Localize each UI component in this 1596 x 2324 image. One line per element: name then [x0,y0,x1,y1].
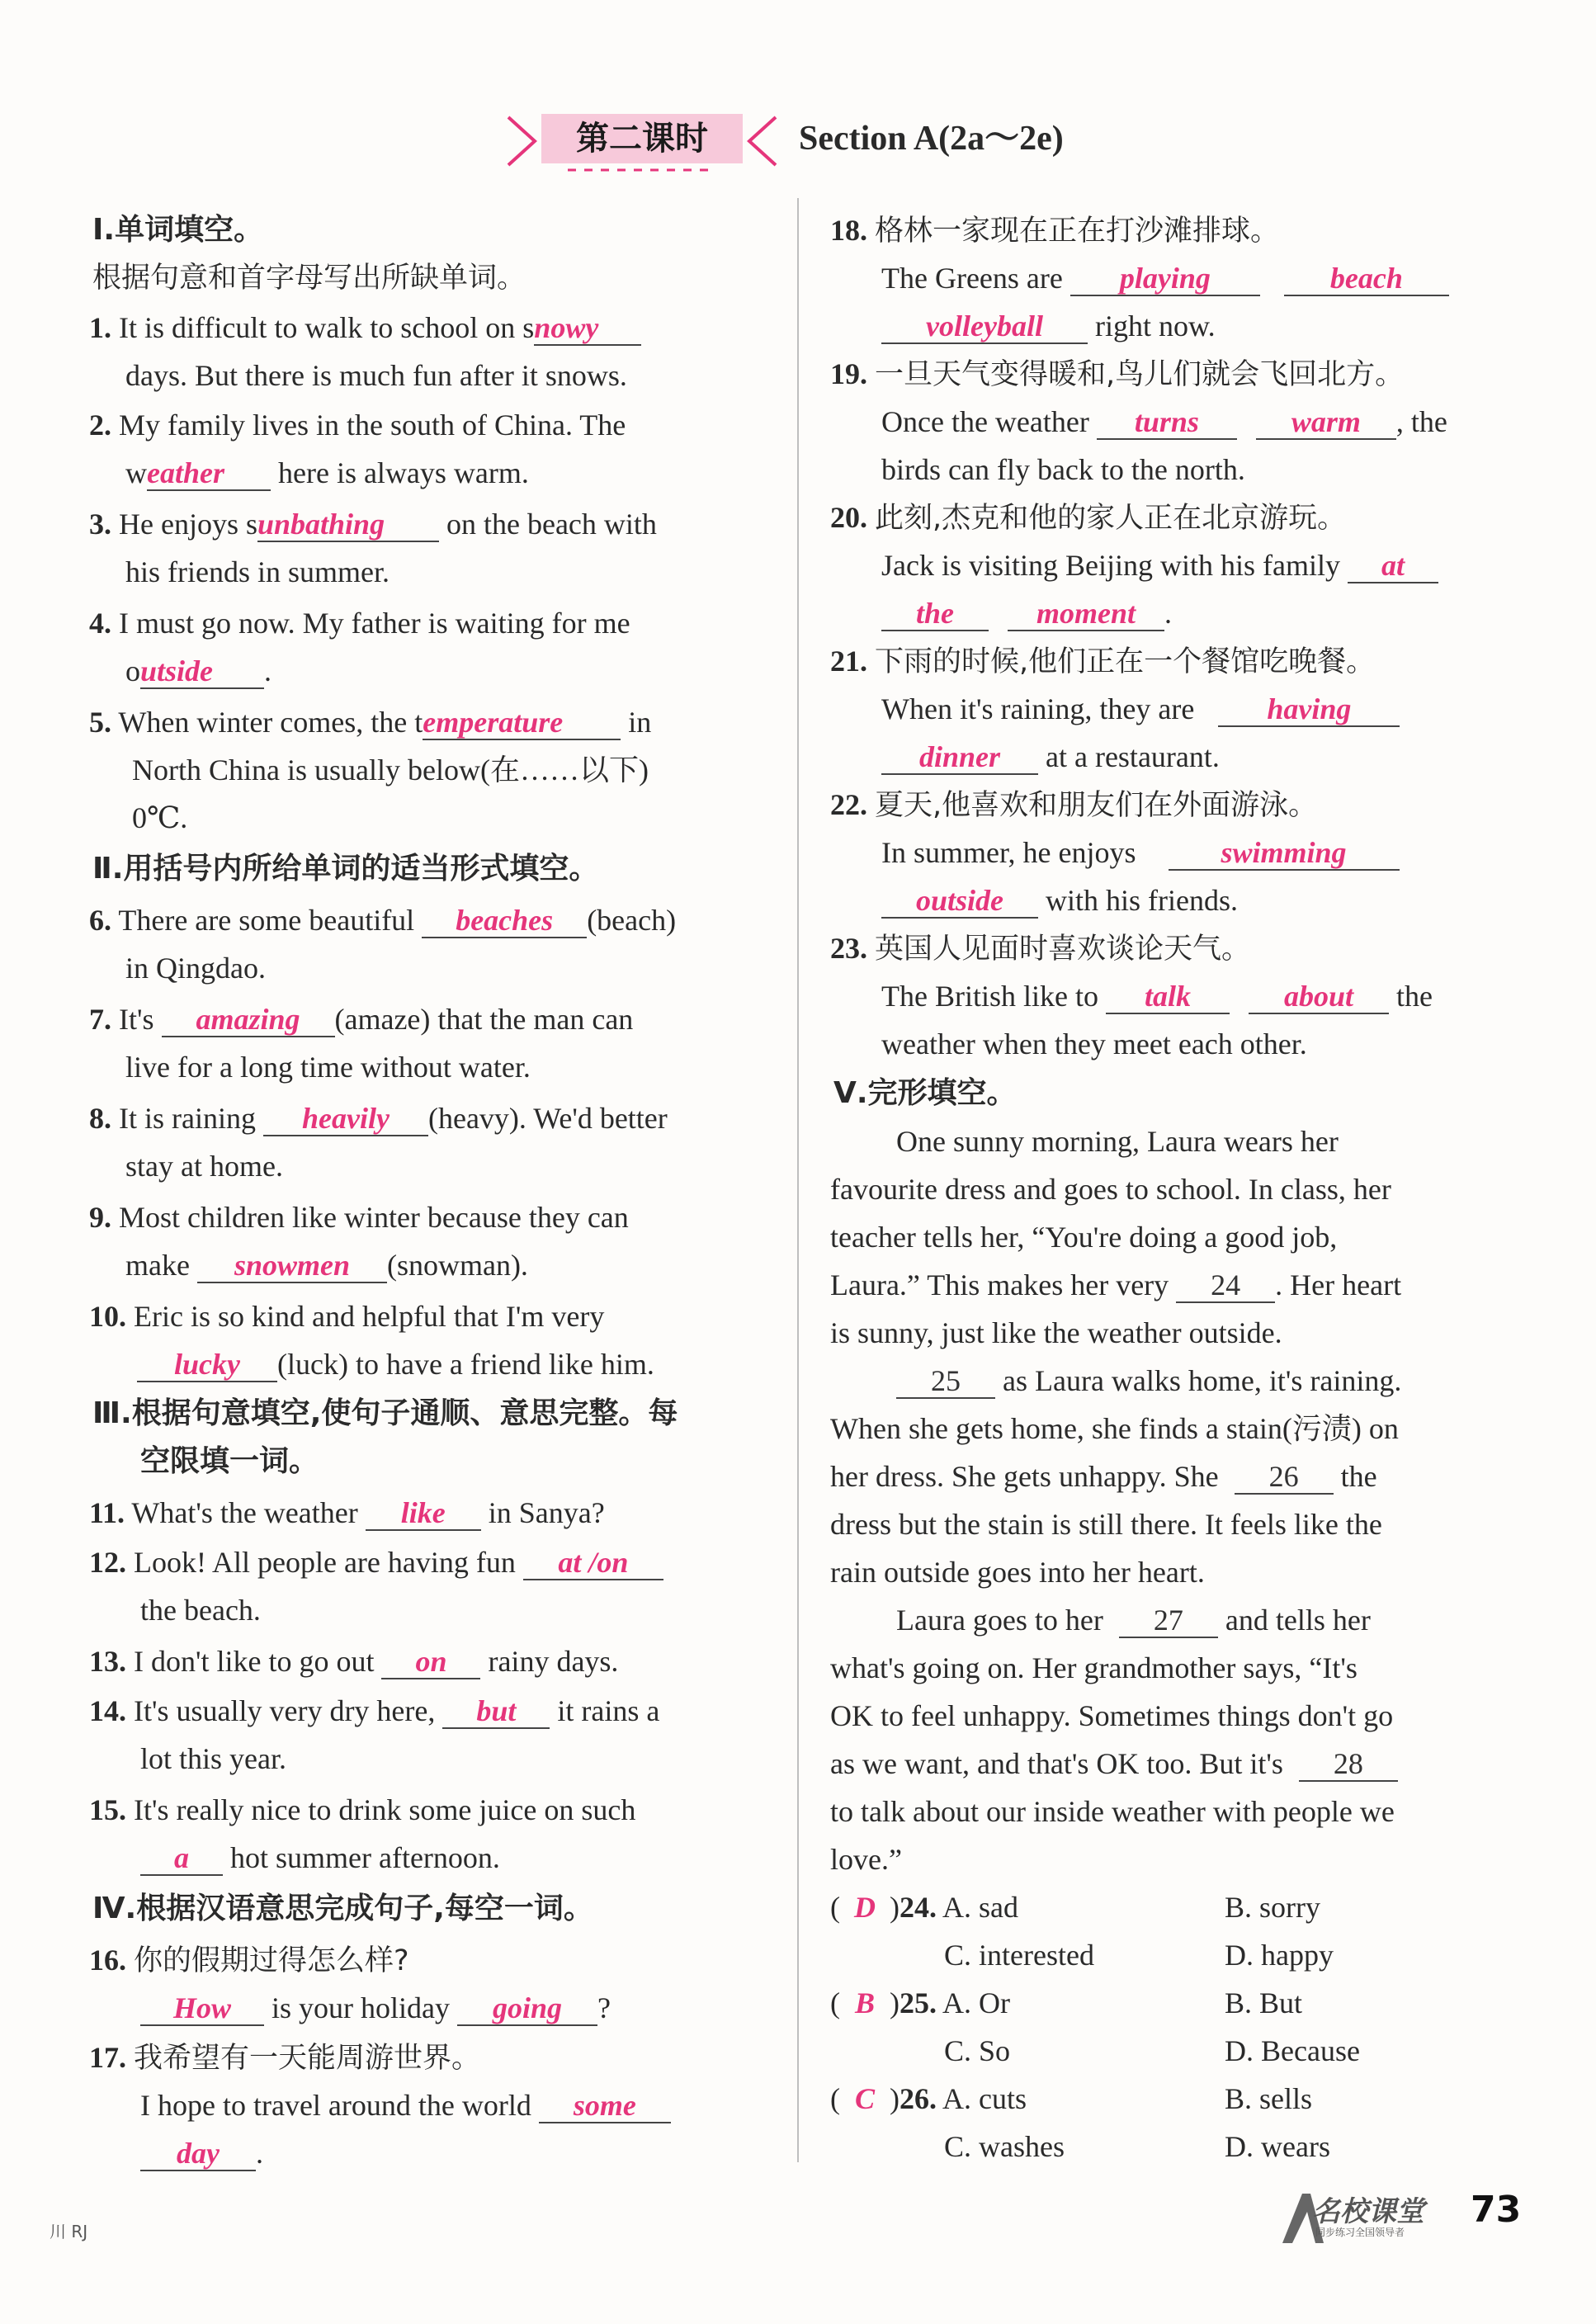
q16: 16. 你的假期过得怎么样? [89,1944,409,1977]
q4: 4. I must go now. My father is waiting for me [89,607,630,640]
q9: 9. Most children like winter because they can [89,1201,629,1234]
q19-cont: birds can fly back to the north. [881,453,1245,486]
part3-title-cont: 空限填一词。 [140,1444,319,1478]
q17: 17. 我希望有一天能周游世界。 [89,2041,481,2075]
choice-25: ( B )25. A. Or [830,1986,1010,2019]
answer-blank: at /on [523,1546,663,1580]
part5-title: Ⅴ.完形填空。 [833,1076,1017,1110]
q15-cont: a hot summer afternoon. [140,1834,500,1882]
cloze-blank-26: 26 [1235,1460,1334,1495]
q3: 3. He enjoys sunbathing on the beach with [89,508,657,541]
q17-answer-cont: day . [140,2129,263,2177]
q14: 14. It's usually very dry here, but it rains a [89,1694,660,1727]
answer-blank: beach [1284,262,1449,296]
page-number: 73 [1471,2189,1522,2231]
q2: 2. My family lives in the south of China. The [89,409,626,442]
answer-blank: eather [147,456,271,491]
q20-answer: Jack is visiting Beijing with his family at [881,541,1438,589]
q21: 21. 下雨的时候,他们正在一个餐馆吃晚餐。 [830,645,1376,678]
answer-blank: a [140,1841,223,1876]
q21-answer: When it's raining, they are having [881,685,1400,733]
q6: 6. There are some beautiful beaches (beach) [89,904,677,937]
cloze-blank-28: 28 [1299,1747,1398,1782]
answer-blank: the [881,597,989,631]
answer-blank: beaches [422,904,587,938]
q7: 7. It's amazing (amaze) that the man can [89,1003,634,1036]
q1: 1. It is difficult to walk to school on snowy [89,304,641,352]
answer-blank: talk [1106,980,1230,1014]
q22-answer: In summer, he enjoys swimming [881,829,1400,876]
answer-blank: but [442,1694,550,1729]
q5-cont: North China is usually below(在……以下) [132,753,649,786]
answer-blank: nowy [534,311,641,346]
section-title: Section A(2a～2e) [799,120,1064,158]
q14-cont: lot this year. [140,1742,286,1775]
q18-answer-cont: volleyball right now. [881,302,1216,350]
q21-answer-cont: dinner at a restaurant. [881,733,1220,781]
q4-cont: outside . [125,654,272,687]
q22: 22. 夏天,他喜欢和朋友们在外面游泳。 [830,788,1318,822]
q23-answer: The British like to talk about the [881,980,1433,1013]
q15: 15. It's really nice to drink some juice on such [89,1793,636,1826]
q19: 19. 一旦天气变得暖和,鸟儿们就会飞回北方。 [830,357,1405,391]
answer-blank: some [539,2089,671,2123]
q19-answer: Once the weather turns warm , the [881,405,1447,438]
answer-blank: on [381,1645,480,1679]
answer-blank: amazing [162,1003,335,1037]
q20-answer-cont: the moment . [881,589,1172,637]
part3-title: Ⅲ.根据句意填空,使句子通顺、意思完整。每 [92,1396,678,1430]
q23-cont: weather when they meet each other. [881,1027,1307,1060]
q10-cont: lucky (luck) to have a friend like him. [137,1340,654,1388]
brand-tagline: 同步练习全国领导者 [1315,2227,1405,2238]
cloze-blank-24: 24 [1176,1268,1275,1303]
answer-blank: playing [1070,262,1260,296]
q16-answer: How is your holiday going ? [140,1984,611,2032]
choice-24: ( D )24. A. sad [830,1891,1019,1924]
part4-title: Ⅳ.根据汉语意思完成句子,每空一词。 [92,1892,593,1925]
q18: 18. 格林一家现在正在打沙滩排球。 [830,214,1280,248]
answer-blank: emperature [423,706,621,740]
brand-logo [1277,2185,1459,2251]
answer-blank: moment [1008,597,1164,631]
q11: 11. What's the weather like in Sanya? [89,1496,605,1529]
answer-blank: utside [140,654,264,689]
q5-cont2: 0℃. [132,801,188,834]
answer-blank: turns [1097,405,1237,440]
answer-blank: outside [881,884,1038,919]
answer-blank: warm [1256,405,1396,440]
q13: 13. I don't like to go out on rainy days. [89,1645,619,1678]
answer-blank: having [1218,692,1400,727]
answer-blank: How [140,1991,264,2026]
answer-blank: about [1249,980,1389,1014]
q10: 10. Eric is so kind and helpful that I'm very [89,1300,605,1333]
column-divider [797,198,799,2162]
edition-label: 川 RJ [50,2222,88,2241]
answer-blank: going [457,1991,597,2026]
answer-blank: lucky [137,1348,277,1382]
part2-title: Ⅱ.用括号内所给单词的适当形式填空。 [92,852,599,886]
answer-blank: swimming [1169,836,1400,871]
answer-blank: day [140,2137,256,2171]
q18-answer: The Greens are playing beach [881,254,1449,302]
part1-instruction: 根据句意和首字母写出所缺单词。 [92,262,526,295]
q8: 8. It is raining heavily (heavy). We'd better [89,1102,668,1135]
answer-blank: snowmen [197,1249,387,1283]
q3-cont: his friends in summer. [125,555,390,588]
answer-blank: at [1348,549,1438,583]
cloze-blank-27: 27 [1119,1604,1218,1638]
q22-answer-cont: outside with his friends. [881,876,1238,924]
answer-blank: unbathing [257,508,439,542]
q12-cont: the beach. [140,1594,261,1627]
choice-26: ( C )26. A. cuts [830,2082,1027,2115]
q12: 12. Look! All people are having fun at /on [89,1538,663,1586]
part1-title: Ⅰ.单词填空。 [92,213,264,247]
brand-name: 名校课堂 [1312,2195,1424,2228]
q2-cont: weather here is always warm. [125,456,529,489]
q5: 5. When winter comes, the temperature in [89,706,652,739]
lesson-title: 第二课时 [576,120,708,158]
q1-cont: days. But there is much fun after it snows. [125,359,627,392]
cloze-blank-25: 25 [896,1364,995,1399]
answer-blank: volleyball [881,309,1088,344]
answer-blank: dinner [881,740,1038,775]
q20: 20. 此刻,杰克和他的家人正在北京游玩。 [830,501,1347,535]
lesson-title-banner [502,107,782,175]
answer-blank: like [366,1496,481,1531]
q23: 23. 英国人见面时喜欢谈论天气。 [830,932,1251,966]
q9-cont: make snowmen (snowman). [125,1249,528,1282]
q7-cont: live for a long time without water. [125,1051,531,1084]
answer-blank: heavily [263,1102,428,1136]
q17-answer: I hope to travel around the world some [140,2081,671,2129]
q8-cont: stay at home. [125,1150,283,1183]
q6-cont: in Qingdao. [125,952,266,985]
